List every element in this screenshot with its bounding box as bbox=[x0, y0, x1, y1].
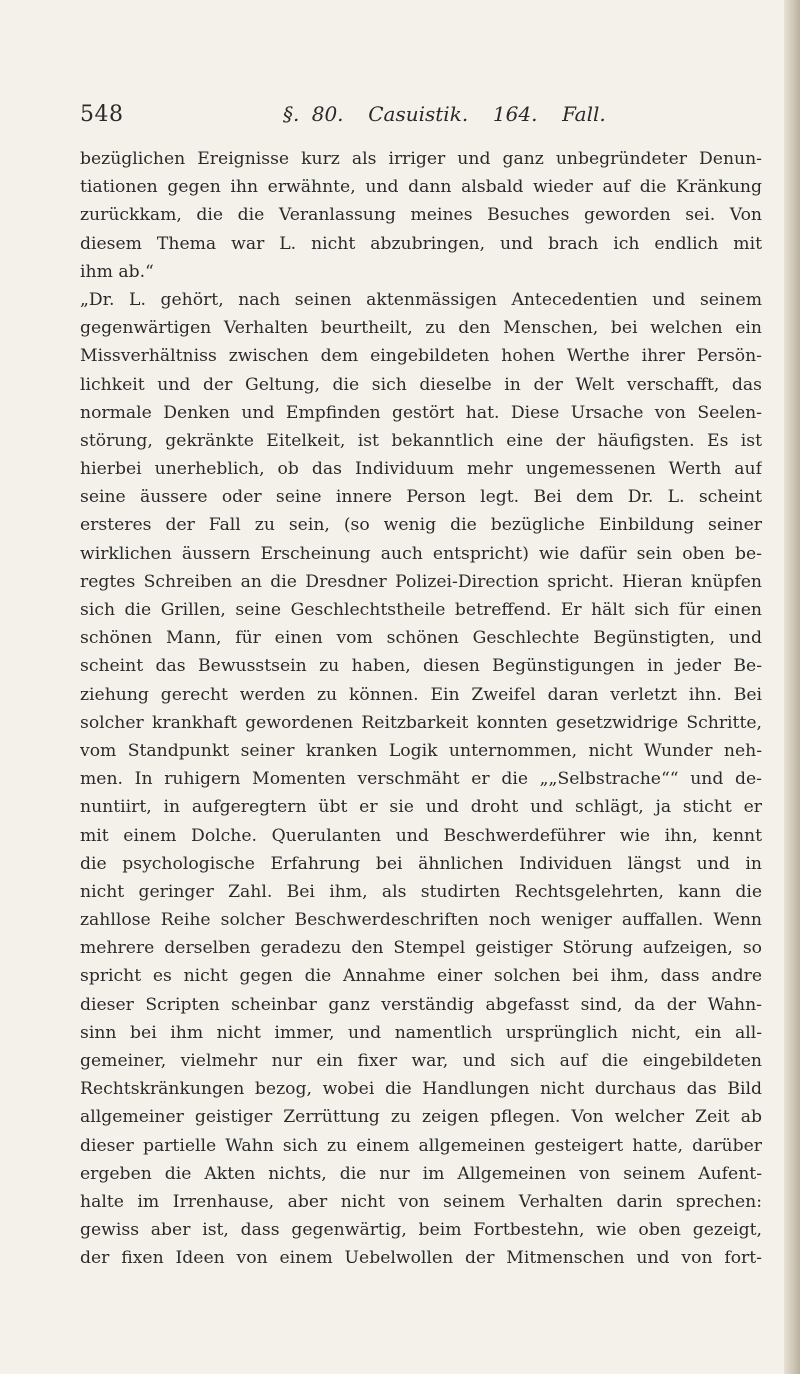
text-line: mehrere derselben geradezu den Stempel geistiger Störung aufzeigen, so bbox=[80, 938, 762, 959]
page-number: 548 bbox=[80, 102, 124, 127]
text-line: zurückkam, die die Veranlassung meines Besuches geworden sei. Von bbox=[80, 205, 762, 226]
text-line: ziehung gerecht werden zu können. Ein Zweifel daran verletzt ihn. Bei bbox=[80, 684, 762, 705]
body-text bbox=[80, 145, 762, 1273]
text-line: ergeben die Akten nichts, die nur im Allgemeinen von seinem Aufent- bbox=[80, 1163, 762, 1184]
text-line: normale Denken und Empfinden gestört hat. Diese Ursache von Seelen- bbox=[80, 402, 762, 423]
text-line: „Dr. L. gehört, nach seinen aktenmässigen Antecedentien und seinem bbox=[80, 289, 762, 310]
text-line: lichkeit und der Geltung, die sich dieselbe in der Welt verschafft, das bbox=[80, 374, 762, 395]
text-line: men. In ruhigern Momenten verschmäht er die „„Selbstrache““ und de- bbox=[80, 769, 762, 790]
page-edge bbox=[784, 0, 800, 1374]
text-line: mit einem Dolche. Querulanten und Beschwerdeführer wie ihn, kennt bbox=[80, 825, 762, 846]
text-line: gemeiner, vielmehr nur ein fixer war, und sich auf die eingebildeten bbox=[80, 1051, 762, 1071]
text-line: diesem Thema war L. nicht abzubringen, und brach ich endlich mit bbox=[80, 233, 762, 254]
text-line: tiationen gegen ihn erwähnte, und dann alsbald wieder auf die Kränkung bbox=[80, 177, 762, 198]
text-line: sinn bei ihm nicht immer, und namentlich ursprünglich nicht, ein all- bbox=[80, 1022, 762, 1043]
text-line: störung, gekränkte Eitelkeit, ist bekanntlich eine der häufigsten. Es ist bbox=[80, 430, 762, 451]
text-line: gewiss aber ist, dass gegenwärtig, beim Fortbestehn, wie oben gezeigt, bbox=[80, 1220, 762, 1241]
text-line: wirklichen äussern Erscheinung auch entspricht) wie dafür sein oben be- bbox=[80, 543, 762, 564]
text-line: bezüglichen Ereignisse kurz als irriger und ganz unbegründeter Denun- bbox=[80, 149, 762, 169]
page-header bbox=[80, 102, 760, 136]
text-line: nicht geringer Zahl. Bei ihm, als studirten Rechtsgelehrten, kann die bbox=[80, 881, 762, 902]
text-line: seine äussere oder seine innere Person legt. Bei dem Dr. L. scheint bbox=[80, 487, 762, 508]
text-line: die psychologische Erfahrung bei ähnlichen Individuen längst und in bbox=[80, 853, 762, 874]
text-line: ihm ab.“ bbox=[80, 261, 154, 282]
text-line: sich die Grillen, seine Geschlechtstheile betreffend. Er hält sich für einen bbox=[80, 600, 762, 620]
text-line: solcher krankhaft gewordenen Reitzbarkeit konnten gesetzwidrige Schritte, bbox=[80, 712, 762, 733]
text-line: spricht es nicht gegen die Annahme einer solchen bei ihm, dass andre bbox=[80, 966, 762, 987]
text-line: dieser Scripten scheinbar ganz verständig abgefasst sind, da der Wahn- bbox=[80, 994, 762, 1015]
text-line: ersteres der Fall zu sein, (so wenig die bezügliche Einbildung seiner bbox=[80, 515, 762, 536]
running-title: §. 80. Casuistik. 164. Fall. bbox=[283, 102, 606, 126]
text-line: halte im Irrenhause, aber nicht von seinem Verhalten darin sprechen: bbox=[80, 1191, 762, 1212]
text-line: der fixen Ideen von einem Uebelwollen der Mitmenschen und von fort- bbox=[80, 1248, 762, 1269]
text-line: Missverhältniss zwischen dem eingebildeten hohen Werthe ihrer Persön- bbox=[80, 346, 762, 367]
text-line: allgemeiner geistiger Zerrüttung zu zeigen pflegen. Von welcher Zeit ab bbox=[80, 1107, 762, 1128]
text-line: gegenwärtigen Verhalten beurtheilt, zu den Menschen, bei welchen ein bbox=[80, 318, 762, 339]
text-line: dieser partielle Wahn sich zu einem allgemeinen gesteigert hatte, darüber bbox=[80, 1135, 762, 1156]
text-line: regtes Schreiben an die Dresdner Polizei-Direction spricht. Hieran knüpfen bbox=[80, 571, 762, 592]
text-line: nuntiirt, in aufgeregtern übt er sie und droht und schlägt, ja sticht er bbox=[80, 797, 762, 818]
text-line: hierbei unerheblich, ob das Individuum mehr ungemessenen Werth auf bbox=[80, 459, 762, 480]
text-line: scheint das Bewusstsein zu haben, diesen Begünstigungen in jeder Be- bbox=[80, 656, 762, 677]
text-line: Rechtskränkungen bezog, wobei die Handlungen nicht durchaus das Bild bbox=[80, 1079, 762, 1100]
text-line: schönen Mann, für einen vom schönen Geschlechte Begünstigten, und bbox=[80, 628, 762, 649]
text-line: zahllose Reihe solcher Beschwerdeschriften noch weniger auffallen. Wenn bbox=[80, 910, 762, 931]
text-line: vom Standpunkt seiner kranken Logik unternommen, nicht Wunder neh- bbox=[80, 740, 762, 761]
